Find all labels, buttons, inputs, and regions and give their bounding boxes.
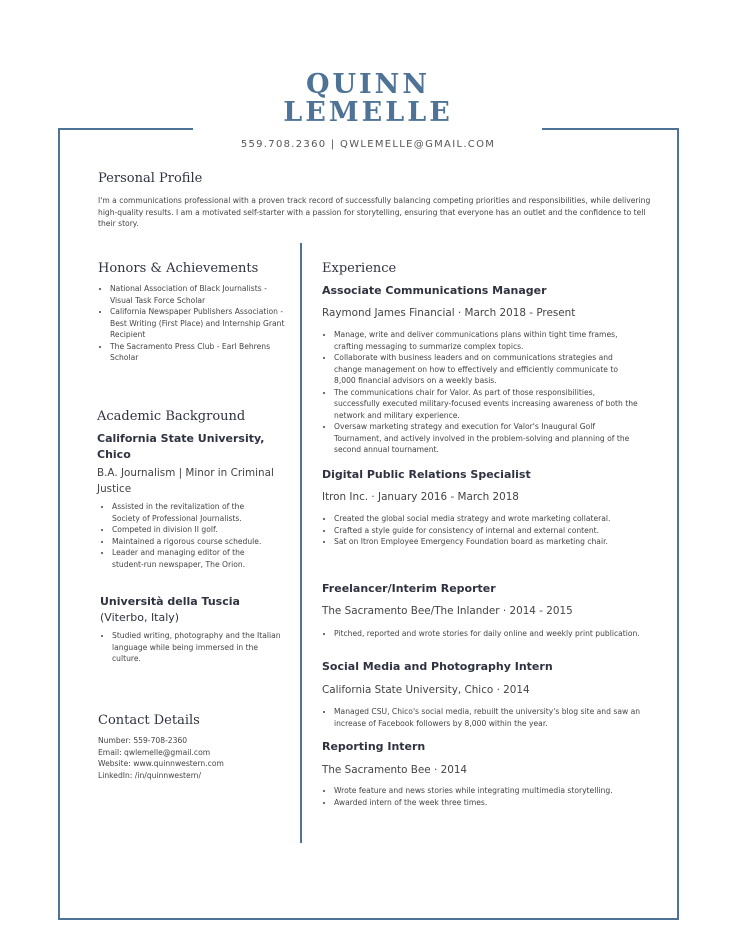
school-1-item: • Competed in division II golf. xyxy=(112,524,269,536)
contact-heading: Contact Details xyxy=(98,713,200,728)
honors-item: • The Sacramento Press Club - Earl Behrens Scholar xyxy=(110,341,287,364)
header-contact-line: 559.708.2360 | QWLEMELLE@GMAIL.COM xyxy=(240,139,496,150)
contact-linkedin[interactable]: LinkedIn: /in/quinnwestern/ xyxy=(98,770,202,780)
job-4-meta: California State University, Chico · 2014 xyxy=(322,684,530,696)
job-bullet: • Collaborate with business leaders and on communications strategies and change management on how to effectively and efficiently communicate to 8,000 financial advisors on a weekly basis. xyxy=(334,352,641,387)
profile-heading: Personal Profile xyxy=(98,171,203,186)
contact-details xyxy=(98,735,288,781)
job-3-meta: The Sacramento Bee/The Inlander · 2014 - 2015 xyxy=(322,605,573,617)
last-name: LEMELLE xyxy=(283,97,453,128)
job-4-bullets xyxy=(323,706,643,729)
profile-text: I'm a communications professional with a proven track record of successfully balancing competing priorities and responsibilities, while delivering high-quality results. I am a motivated self-starter with a passion for storytelling, ensuring that everyone has an outlet and the confidence to tell their story. xyxy=(98,196,651,228)
job-2-meta: Itron Inc. · January 2016 - March 2018 xyxy=(322,491,519,503)
frame-bottom xyxy=(58,918,679,920)
contact-email[interactable]: Email: qwlemelle@gmail.com xyxy=(98,747,211,757)
column-divider xyxy=(300,243,302,843)
job-bullet: • Manage, write and deliver communications plans within tight time frames, crafting messaging to summarize complex topics. xyxy=(334,329,641,352)
degree-1: B.A. Journalism | Minor in Criminal Justice xyxy=(97,467,274,495)
job-5-bullets xyxy=(323,785,613,808)
school-2-list xyxy=(101,630,281,665)
school-1-item: • Maintained a rigorous course schedule. xyxy=(112,536,269,548)
job-bullet: • Crafted a style guide for consistency of internal and external content. xyxy=(334,525,648,537)
school-1-list xyxy=(101,501,269,570)
contact-number: Number: 559-708-2360 xyxy=(98,736,188,745)
job-5-meta: The Sacramento Bee · 2014 xyxy=(322,764,468,776)
job-1-meta: Raymond James Financial · March 2018 - Present xyxy=(322,307,576,319)
job-3-bullets xyxy=(323,628,641,640)
honors-heading: Honors & Achievements xyxy=(98,261,259,276)
honors-item: • National Association of Black Journalists - Visual Task Force Scholar xyxy=(110,283,287,306)
job-2-bullets xyxy=(323,513,648,548)
academic-heading: Academic Background xyxy=(97,409,246,424)
job-bullet: • Pitched, reported and wrote stories for daily online and weekly print publication. xyxy=(334,628,641,640)
school-1-name: California State University, Chico xyxy=(97,432,265,461)
job-bullet: • The communications chair for Valor. As part of those responsibilities, successfully executed military-focused events increasing awareness of both the network and military experience. xyxy=(334,387,641,422)
job-bullet: • Created the global social media strategy and wrote marketing collateral. xyxy=(334,513,648,525)
honors-list xyxy=(99,283,287,364)
job-2-title: Digital Public Relations Specialist xyxy=(322,468,531,481)
school-1-item: • Assisted in the revitalization of the Society of Professional Journalists. xyxy=(112,501,269,524)
school-2-name: Università della Tuscia xyxy=(100,595,240,608)
job-1-bullets xyxy=(323,329,641,456)
frame-top-right xyxy=(542,128,679,130)
job-1-title: Associate Communications Manager xyxy=(322,284,547,297)
school-1-item: • Leader and managing editor of the student-run newspaper, The Orion. xyxy=(112,547,269,570)
contact-website[interactable]: Website: www.quinnwestern.com xyxy=(98,759,224,768)
first-name: QUINN xyxy=(305,69,431,100)
job-4-title: Social Media and Photography Intern xyxy=(322,660,553,673)
honors-item: • California Newspaper Publishers Association - Best Writing (First Place) and Internship Grant Recipient xyxy=(110,306,287,341)
job-bullet: • Awarded intern of the week three times. xyxy=(334,797,613,809)
frame-top-left xyxy=(58,128,193,130)
frame-left xyxy=(58,128,60,920)
job-bullet: • Sat on Itron Employee Emergency Foundation board as marketing chair. xyxy=(334,536,648,548)
school-2-item: • Studied writing, photography and the Italian language while being immersed in the culture. xyxy=(112,630,281,665)
job-3-title: Freelancer/Interim Reporter xyxy=(322,582,496,595)
job-bullet: • Managed CSU, Chico's social media, rebuilt the university's blog site and saw an increase of Facebook followers by 8,000 within the year. xyxy=(334,706,643,729)
experience-heading: Experience xyxy=(322,261,397,276)
job-bullet: • Oversaw marketing strategy and execution for Valor's Inaugural Golf Tournament, and actively involved in the problem-solving and planning of the second annual tournament. xyxy=(334,421,641,456)
frame-right xyxy=(677,128,679,920)
school-2-location: (Viterbo, Italy) xyxy=(100,611,180,624)
job-bullet: • Wrote feature and news stories while integrating multimedia storytelling. xyxy=(334,785,613,797)
job-5-title: Reporting Intern xyxy=(322,740,426,753)
